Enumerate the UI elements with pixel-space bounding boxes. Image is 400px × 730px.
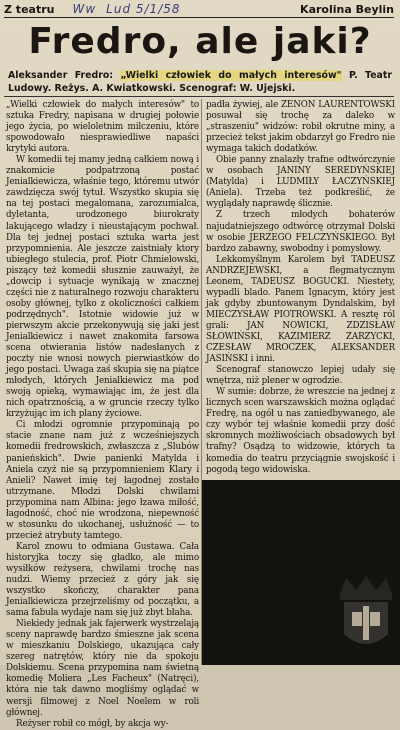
paragraph: Reżyser robił co mógł, by akcja wy- [16,718,169,729]
paragraph: Obie panny znalazły trafne odtwórczynie w osobach JANINY SEREDYŃSKIEJ (Matylda) i LUDMIŁY ŁACZYŃSKIEJ (Aniela). Trzeba też podkreślić, że wyglądały naprawdę ślicznie. [206,155,395,210]
rubric-label: Z teatru [4,2,55,16]
credits-prefix: Aleksander Fredro: [8,70,121,81]
paragraph: W sumie: dobrze, że wreszcie na jednej z licznych scen warszawskich można oglądać Fredrę, na ogół u nas zaniedbywanego, ale czy wybór tej właśnie komedii przy dość skromnych możliwościach obsadowych był trafny? Osądzą to widzowie, których ta komedia do teatru przyciągnie swojskość i pogodą tego widowiska. [206,387,395,475]
clipping-header [4,2,394,16]
library-stamp-icon [330,572,400,656]
paragraph: W komedii tej mamy jedną całkiem nową i znakomicie podpatrzoną postać Jenialkiewicza, właśnie tego, któremu utwór zawdzięcza swój tytuł. Wszystko skupia się na tej postaci megalomana, zarozumialca, dyletanta, urodzonego biurokraty lakującego władzy i nieustającym pochwał. Dla tej jednej postaci sztuka warta jest przypomnienia. Ale jeszcze zaistniały ktory ubiegłego stulecia, prof. Piotr Chmielowski, piszący też komedii słusznie zauważył, że „dowcip i sytuacje wynikają w znacznej części nie z naturalnego rozwoju charakteru osoby głównej, tylko z okoliczności całkiem podrzędnych". Istotnie widowie już w pierwszym akcie przekonywują się jaki jest Jenialkiewicz i nawet znakomita farsowa scena otwierania listów nadesłanych z poczty nie wnosi nowych pierwiastków do jego postaci. Uwaga zaś skupia się na piątce młodych, których Jenialkiewicz ma pod swoją opieką, wymawiając im, że jest dla nich opatrznością, a w gruncie rzeczy tylko krzyżując im ich plany życiowe. [6,155,199,420]
play-title: „Wielki człowiek do małych interesów" [120,70,342,81]
paragraph: Z trzech młodych bohaterów najudatniejszego odtwórcę otrzymał Dolski w osobie JERZEGO FELCZYŃSKIEGO. Był bardzo zabawny, swobodny i pomysłowy. [206,210,395,254]
production-credits [8,70,392,95]
left-column [6,100,199,730]
paragraph: Ci młodzi ogromnie przypominają po stacie znane nam już z wcześniejszych komedii fredrowskich, zwłaszcza z „Slubów panieńskich". Dwie panienki Matylda i Aniela czyż nie są przypomnieniem Klary i Anieli? Nawet imię tej łagodnej zostało utrzymane. Młodzi Dolski chwilami przypomina nam Albina: jego łzawa miłość, łagodność, choć nie wrodzona, niepewność w stosunku do ukochanej, usłużność — to przecież atrybuty tamtego. [6,420,199,541]
paragraph: padła żywiej, ale ZENON LAURENTOWSKI posuwał się trochę za daleko w „straszeniu" widzów: robił okrutne miny, a przecież tekst jakim obdarzył go Fredro nie wymaga takich dodatków. [206,100,395,155]
paragraph: Lekkomyślnym Karolem był TADEUSZ ANDRZEJEWSKI, a flegmatycznym Leonem, TADEUSZ BOGUCKI. Niestety, wypadli blado. Panem Ignacym, który jest jak gdyby zbuntowanym Dyndalskim, był MIECZYSŁAW PIOTROWSKI. A resztę ról grali: JAN NOWICKI, ZDZISŁAW SŁOWIŃSKI, KAZIMIERZ ZARZYCKI, CZESŁAW MROCZEK, ALEKSANDER JASIŃSKI i inni. [206,254,395,365]
handwritten-date: Lud 5/1/58 [106,2,181,16]
credits-suffix: P. Teatr Ludowy. Reżys. A. Kwiatkowski. Scenograf: W. Ujejski. [8,70,392,94]
paragraph: Scenograf stanowczo lepiej udały się wnętrza, niż plener w ogrodzie. [206,365,395,387]
headline: Fredro, ale jaki? [28,21,372,62]
paragraph: Karol znowu to odmiana Gustawa. Cała historyjka toczy się gładko, ale mimo wysiłków reżysera, chwilami trochę nas nudzi. Wiemy przecież z góry jak się wszystko skończy, charakter pana Jenialkiewicza przejrzeliśmy od początku, a sama fabuła wydaje nam się już zbyt błaha. [6,541,199,619]
right-column [206,100,395,476]
paragraph: Niekiedy jednak jak fajerwerk wystrzelają sceny naprawdę bardzo śmieszne jak scena w mieszkaniu Dolskiego, ukazująca cały szereg natrętów, który nie da spokoju Dolskiemu. Scena przypomina nam świetną komedię Moliera „Les Facheux" (Natręci), która nie tak dawno mogliśmy oglądać w wersji filmowej z Noel Noelem w roli głównej. [6,619,199,718]
author-name: Karolina Beylin [300,2,394,16]
handwritten-note: Ww [72,2,97,16]
paragraph: „Wielki człowiek do małych interesów" to sztuka Fredry, napisana w drugiej połowie jego życia, po wieloletnim milczeniu, które spowodowało niesprawiedliwe napaści krytyki autora. [6,100,199,155]
header-rule [4,17,394,18]
credits-rule [4,96,394,97]
